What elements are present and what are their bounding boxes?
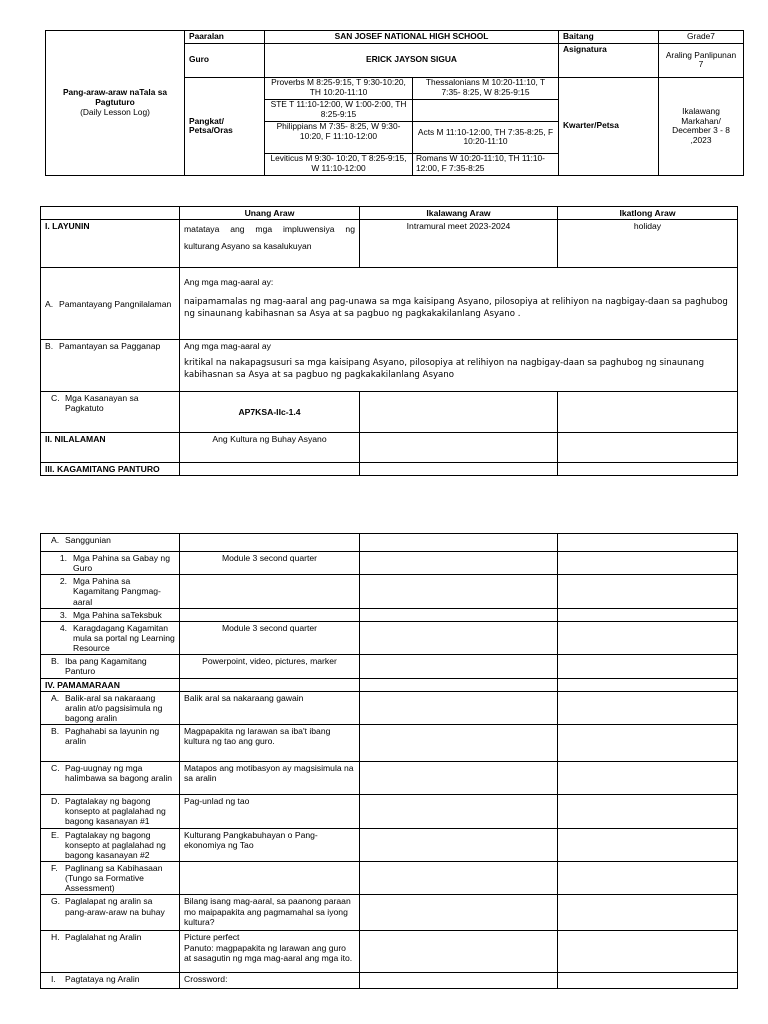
step-letter: D.	[51, 796, 60, 807]
step-c-day2	[360, 762, 558, 795]
ref-item-3-day2	[360, 608, 558, 621]
step-d-day3	[558, 795, 738, 828]
ref-num: 1.	[59, 553, 67, 563]
objectives-table	[40, 206, 738, 476]
step-f-value	[180, 861, 360, 894]
step-b-day3	[558, 725, 738, 762]
kagamitan-day1	[180, 463, 360, 476]
step-c-day3	[558, 762, 738, 795]
step-a-day2	[360, 691, 558, 724]
step-g-value: Bilang isang mag-aaral, sa paanong paraan mo maipapakita ang pagmamahal sa iyong kultura?	[180, 895, 360, 931]
layunin-day3: holiday	[558, 220, 738, 268]
step-e-value: Kulturang Pangkabuhayan o Pang-ekonomiya ng Tao	[180, 828, 360, 861]
pagganap-content	[180, 340, 738, 392]
ref-item-3	[41, 608, 180, 621]
ref-num: 3.	[59, 609, 67, 620]
schedule-left	[265, 77, 413, 175]
quarter-value: Ikalawang Markahan/ December 3 - 8 ,2023	[659, 77, 744, 175]
ref-value-4: Module 3 second quarter	[180, 621, 360, 654]
pamantayang-text: naipamamalas ng mag-aaral ang pag-unawa sa mga kaisipang Asyano, pilosopiya at relihiyon na nagbigay-daan sa paghubog ng sinaunang kabihasnan sa Asya at sa pagbuo ng pagkakakilanlang Asyano .	[184, 297, 728, 319]
step-g-day3	[558, 895, 738, 931]
step-c-value: Matapos ang motibasyon ay magsisimula na sa aralin	[180, 762, 360, 795]
layunin-label: I. LAYUNIN	[41, 220, 180, 268]
nilalaman-day1: Ang Kultura ng Buhay Asyano	[180, 433, 360, 463]
pamamaraan-day3	[558, 678, 738, 691]
section-label: Pangkat/ Petsa/Oras	[185, 77, 265, 175]
procedure-table	[40, 533, 738, 989]
teacher-label: Guro	[185, 43, 265, 77]
grade-value: Grade7	[659, 31, 744, 44]
layunin-day2: Intramural meet 2023-2024	[360, 220, 558, 268]
step-label: Paglalahat ng Aralin	[65, 932, 142, 943]
page-subtitle: (Daily Lesson Log)	[80, 106, 150, 117]
pamantayang-intro: Ang mga mag-aaral ay:	[184, 277, 274, 288]
ref-item-2-day2	[360, 575, 558, 608]
iba-day3	[558, 655, 738, 678]
kasanayan-day3	[558, 392, 738, 433]
step-d-value: Pag-unlad ng tao	[180, 795, 360, 828]
pamamaraan-day2	[360, 678, 558, 691]
pamantayang-letter: A.	[45, 298, 54, 309]
subject-value: Araling Panlipunan 7	[659, 43, 744, 77]
ref-value-2	[180, 575, 360, 608]
step-d	[41, 795, 180, 828]
step-b-value: Magpapakita ng larawan sa iba't ibang kultura ng tao ang guro.	[180, 725, 360, 762]
schedule-ste: STE T 11:10-12:00, W 1:00-2:00, TH 8:25-9:15	[265, 100, 412, 122]
quarter-label: Kwarter/Petsa	[559, 77, 659, 175]
step-i-day2	[360, 973, 558, 989]
ref-item-3-day3	[558, 608, 738, 621]
kagamitan-day2	[360, 463, 558, 476]
step-a-day3	[558, 691, 738, 724]
schedule-right	[413, 77, 559, 175]
day2-header: Ikalawang Araw	[360, 207, 558, 220]
step-h-day2	[360, 931, 558, 973]
step-e-day3	[558, 828, 738, 861]
step-letter: A.	[51, 692, 60, 703]
ref-num: 4.	[59, 622, 67, 633]
step-g	[41, 895, 180, 931]
ref-label: Mga Pahina saTeksbuk	[73, 609, 162, 620]
step-d-day2	[360, 795, 558, 828]
step-letter: I.	[51, 974, 56, 985]
step-label: Pagtalakay ng bagong konsepto at paglalahad ng bagong kasanayan #1	[65, 796, 166, 827]
step-h-value: Picture perfect Panuto: magpapakita ng larawan ang guro at sasagutin ng mga mag-aaral ang mga ito.	[180, 931, 360, 973]
step-letter: G.	[51, 896, 61, 907]
sanggunian-day3	[558, 534, 738, 552]
kasanayan-label: Mga Kasanayan sa Pagkatuto	[65, 393, 139, 414]
iba-value: Powerpoint, video, pictures, marker	[180, 655, 360, 678]
step-i	[41, 973, 180, 989]
pamantayang-label: Pamantayang Pangnilalaman	[59, 298, 172, 309]
step-g-day2	[360, 895, 558, 931]
step-f	[41, 861, 180, 894]
schedule-philippians: Philippians M 7:35- 8:25, W 9:30-10:20, F 11:10-12:00	[265, 122, 412, 154]
kasanayan-code: AP7KSA-IIc-1.4	[180, 392, 360, 433]
schedule-leviticus: Leviticus M 9:30- 10:20, T 8:25-9:15, W 11:10-12:00	[270, 152, 407, 173]
teacher-name: ERICK JAYSON SIGUA	[265, 43, 559, 77]
pamantayang-cell	[41, 268, 180, 340]
day3-header: Ikatlong Araw	[558, 207, 738, 220]
step-f-day2	[360, 861, 558, 894]
schedule-thessalonians: Thessalonians M 10:20-11:10, T 7:35- 8:25, W 8:25-9:15	[413, 78, 558, 100]
pamantayang-content	[180, 268, 738, 340]
schedule-acts: Acts M 11:10-12:00, TH 7:35-8:25, F 10:20-11:10	[413, 122, 558, 154]
school-label: Paaralan	[185, 31, 265, 44]
ref-value-3	[180, 608, 360, 621]
ref-item-1	[41, 552, 180, 575]
step-label: Paglalapat ng aralin sa pang-araw-araw na buhay	[65, 896, 165, 917]
ref-item-1-day3	[558, 552, 738, 575]
pagganap-letter: B.	[45, 341, 54, 352]
ref-label: Karagdagang Kagamitan mula sa portal ng Learning Resource	[73, 622, 175, 654]
nilalaman-label: II. NILALAMAN	[41, 433, 180, 463]
pagganap-intro: Ang mga mag-aaral ay	[184, 341, 271, 352]
schedule-romans: Romans W 10:20-11:10, TH 11:10-12:00, F 7:35-8:25	[416, 152, 545, 173]
step-c	[41, 762, 180, 795]
step-h	[41, 931, 180, 973]
day1-header: Unang Araw	[180, 207, 360, 220]
pamamaraan-label: IV. PAMAMARAAN	[41, 678, 180, 691]
step-label: Paglinang sa Kabihasaan (Tungo sa Formative Assessment)	[65, 862, 163, 894]
iba-day2	[360, 655, 558, 678]
kagamitan-label: III. KAGAMITANG PANTURO	[41, 463, 180, 476]
ref-item-4	[41, 621, 180, 654]
ref-item-1-day2	[360, 552, 558, 575]
iba-letter: B.	[51, 656, 60, 667]
day-header-blank	[41, 207, 180, 220]
step-a-value: Balik aral sa nakaraang gawain	[180, 691, 360, 724]
title-cell	[46, 31, 185, 176]
pagganap-text: kritikal na nakapagsusuri sa mga kaisipang Asyano, pilosopiya at relihiyon na nagbigay-daan sa paghubog ng sinaunang kabihasnan sa Asya at sa pagbuo ng pagkakakilanlang Asyano	[184, 358, 705, 380]
step-a	[41, 691, 180, 724]
step-letter: B.	[51, 726, 60, 737]
page-title: Pang-araw-araw naTala sa Pagtuturo	[62, 87, 168, 107]
kasanayan-letter: C.	[51, 393, 60, 404]
iba-cell	[41, 655, 180, 678]
step-label: Paghahabi sa layunin ng aralin	[65, 726, 160, 747]
schedule-empty	[413, 100, 558, 122]
step-letter: E.	[51, 829, 60, 840]
sanggunian-letter: A.	[51, 535, 60, 545]
sanggunian-day2	[360, 534, 558, 552]
pagganap-cell	[41, 340, 180, 392]
step-i-value: Crossword:	[180, 973, 360, 989]
step-label: Pag-uugnay ng mga halimbawa sa bagong aralin	[65, 763, 173, 784]
layunin-day1: matataya ang mga impluwensiya ng kulturang Asyano sa kasalukuyan	[180, 220, 360, 268]
ref-item-4-day2	[360, 621, 558, 654]
step-label: Balik-aral sa nakaraang aralin at/o pagsisimula ng bagong aralin	[65, 692, 163, 723]
sanggunian-label: Sanggunian	[65, 535, 111, 545]
ref-label: Mga Pahina sa Kagamitang Pangmag-aaral	[73, 576, 161, 607]
ref-num: 2.	[59, 576, 67, 587]
ref-label: Mga Pahina sa Gabay ng Guro	[73, 553, 170, 574]
nilalaman-day3	[558, 433, 738, 463]
subject-label: Asignatura	[559, 43, 659, 77]
header-table	[45, 30, 744, 176]
step-letter: H.	[51, 932, 60, 943]
pamamaraan-day1	[180, 678, 360, 691]
ref-item-2	[41, 575, 180, 608]
kasanayan-day2	[360, 392, 558, 433]
step-e	[41, 828, 180, 861]
kasanayan-cell	[41, 392, 180, 433]
step-letter: C.	[51, 763, 60, 774]
schedule-proverbs: Proverbs M 8:25-9:15, T 9:30-10:20, TH 10:20-11:10	[265, 78, 412, 100]
school-name: SAN JOSEF NATIONAL HIGH SCHOOL	[265, 31, 559, 44]
step-label: Pagtataya ng Aralin	[65, 974, 140, 985]
ref-value-1: Module 3 second quarter	[180, 552, 360, 575]
step-i-day3	[558, 973, 738, 989]
step-e-day2	[360, 828, 558, 861]
nilalaman-day2	[360, 433, 558, 463]
step-b-day2	[360, 725, 558, 762]
step-f-day3	[558, 861, 738, 894]
sanggunian-day1	[180, 534, 360, 552]
step-letter: F.	[51, 862, 58, 873]
step-label: Pagtalakay ng bagong konsepto at paglalahad ng bagong kasanayan #2	[65, 829, 166, 860]
ref-item-2-day3	[558, 575, 738, 608]
kagamitan-day3	[558, 463, 738, 476]
step-h-day3	[558, 931, 738, 973]
grade-label: Baitang	[559, 31, 659, 44]
pagganap-label: Pamantayan sa Pagganap	[59, 341, 161, 352]
iba-label: Iba pang Kagamitang Panturo	[65, 656, 147, 677]
ref-item-4-day3	[558, 621, 738, 654]
sanggunian-cell	[41, 534, 180, 552]
step-b	[41, 725, 180, 762]
